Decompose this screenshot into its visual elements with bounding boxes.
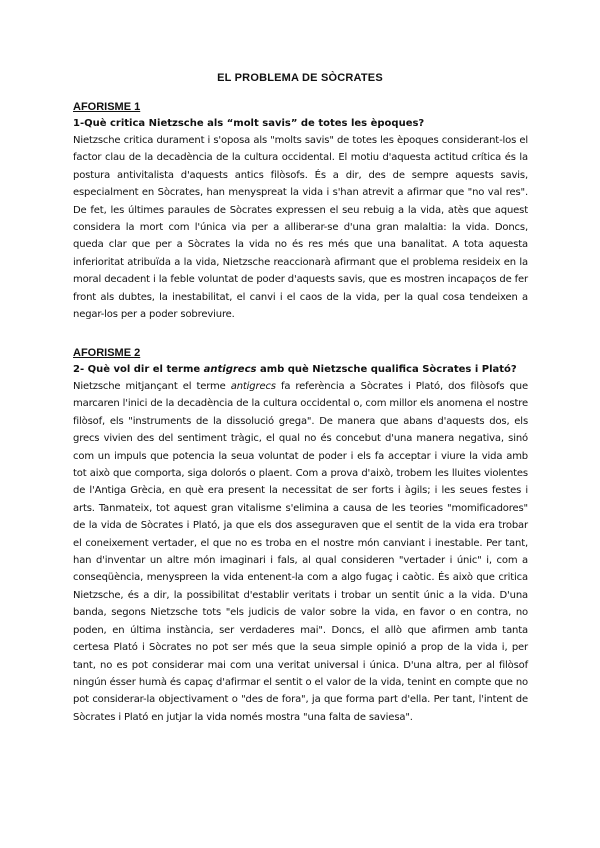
aforisme-1-answer: Nietzsche critica durament i s'oposa als "molts savis" de totes les èpoques considerant-los el factor clau de la decadència de la cultura occidental. El motiu d'aquesta actitud crítica és la postura antivitalista d'aquests antics filòsofs. És a dir, des de sempre aquests savis, especialment en Sòcrates, han menyspreat la vida i s'han atrevit a afirmar que "no val res". De fet, les últimes paraules de Sòcrates expressen el seu rebuig a la vida, atès que aquest considera la mort com l'única via per a alliberar-se d'una gran malaltia: la vida. Doncs, queda clar que per a Sòcrates la vida no és res més que una banalitat. A tota aquesta inferioritat atribuïda a la vida, Nietzsche reaccionarà afirmant que el problema resideix en la moral decadent i la feble voluntat de poder d'aquests savis, que es mostren incapaços de fer front als dubtes, la inestabilitat, el canvi i el caos de la vida, per la qual cosa tendeixen a negar-los per a poder sobreviure.: [73, 135, 528, 321]
aforisme-2-answer: [73, 378, 528, 726]
aforisme-2-question: [73, 362, 528, 377]
aforisme-2-question-part1: 2- Què vol dir el terme: [73, 364, 204, 375]
aforisme-2-answer-term: antigrecs: [230, 381, 276, 392]
aforisme-2-question-term: antigrecs: [203, 364, 257, 375]
aforisme-1-section: [73, 100, 528, 323]
aforisme-2-answer-part1: Nietzsche mitjançant el terme: [73, 381, 231, 392]
aforisme-1-heading: AFORISME 1: [73, 101, 141, 113]
aforisme-2-heading: AFORISME 2: [73, 347, 141, 359]
aforisme-2-answer-part2: fa referència a Sòcrates i Plató, dos filòsofs que marcaren l'inici de la decadència de la cultura occidental o, com millor els anomena el nostre filòsof, els "instruments de la dissolució grega". De manera que abans d'aquests dos, els grecs vivien des del sentiment tràgic, el qual no és concebut d'una manera negativa, sinó com un impuls que potencia la seua voluntat de poder i els fa acceptar i viure la vida amb tot això que comporta, siga dolorós o plaent. Com a prova d'això, trobem les lluites violentes de l'Antiga Grècia, en què era present la necessitat de ser forts i àgils; i les seues festes i arts. Tanmateix, tot aquest gran vitalisme s'elimina a causa de les teories "momificadores" de la vida de Sòcrates i Plató, ja que els dos asseguraven que el sentit de la vida era trobar el coneixement vertader, el que no es troba en el nostre món canviant i inestable. Per tant, han d'inventar un altre món imaginari i fals, al qual consideren "vertader i únic" i, com a conseqüència, menyspreen la vida entenent-la com a algo fugaç i caòtic. És això que critica Nietzsche, és a dir, la possibilitat d'establir veritats i trobar un sentit únic a la vida. D'una banda, segons Nietzsche tots "els judicis de valor sobre la vida, en favor o en contra, no poden, en última instància, ser verdaderes mai". Doncs, el allò que afirmen amb tanta certesa Plató i Sòcrates no pot ser més que la seua simple opinió a prop de la vida i, per tant, no es pot considerar mai com una veritat universal i única. D'una altra, per al filòsof ningún ésser humà és capaç d'afirmar el sentit o el valor de la vida, tenint en compte que no pot considerar-la objectivament o "des de fora", ja que forma part d'ella. Per tant, l'intent de Sòcrates i Plató en jutjar la vida només mostra "una falta de saviesa".: [73, 381, 528, 723]
aforisme-2-section: [73, 346, 528, 726]
aforisme-2-question-part2: amb què Nietzsche qualifica Sòcrates i Plató?: [256, 364, 517, 375]
aforisme-1-question: 1-Què critica Nietzsche als “molt savis” de totes les èpoques?: [73, 118, 425, 129]
document-title: EL PROBLEMA DE SÒCRATES: [217, 72, 383, 84]
